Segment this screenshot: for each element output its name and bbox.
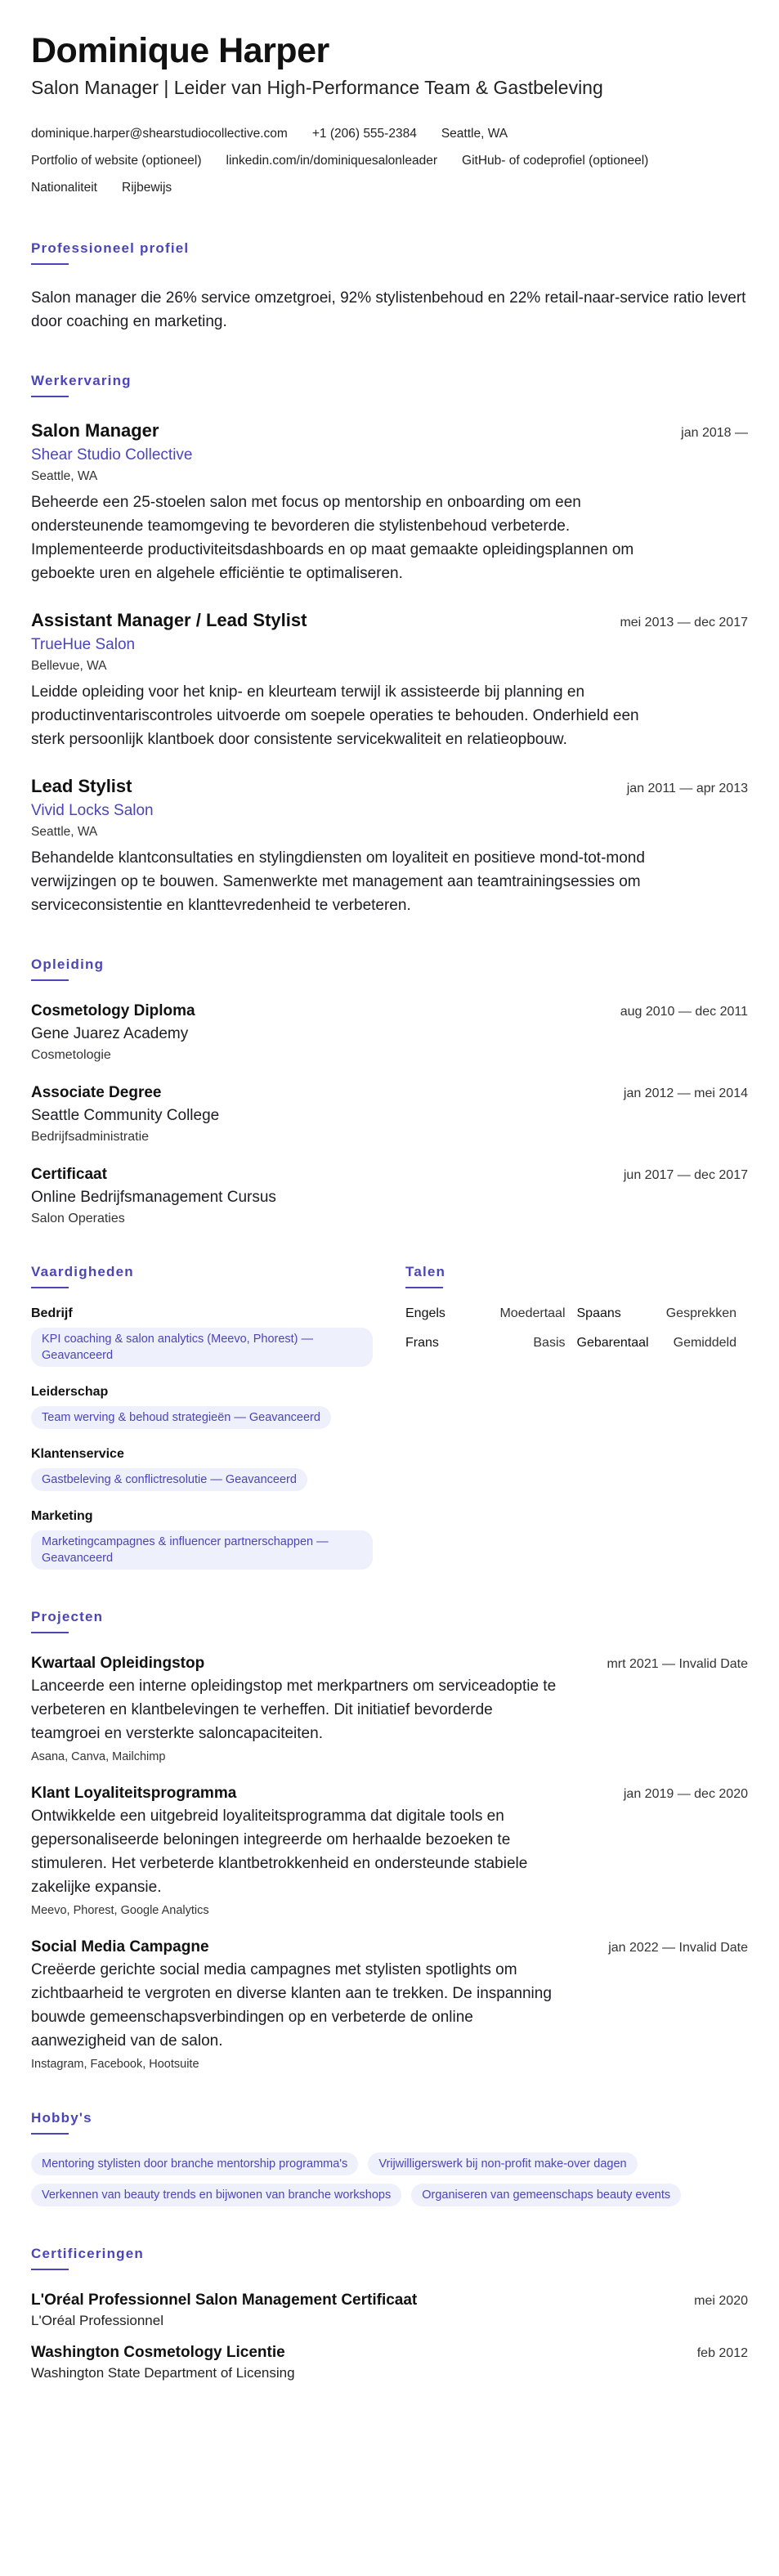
skill-group bbox=[31, 1306, 373, 1367]
skill-group-name: Marketing bbox=[31, 1509, 93, 1523]
contact-list-extra bbox=[31, 174, 748, 201]
education-dates: jun 2017 — dec 2017 bbox=[623, 1168, 748, 1182]
project-entry bbox=[31, 1655, 748, 1763]
project-description: Creëerde gerichte social media campagnes met stylisten spotlights om zichtbaarheid te vergroten en diverse klanten aan te trekken. De inspanning bouwde gemeenschapsverbindingen op en verbeterde de online aanwezigheid van de salon. bbox=[31, 1961, 552, 2050]
contact-phone[interactable]: +1 (206) 555-2384 bbox=[311, 127, 417, 141]
project-dates: jan 2019 — dec 2020 bbox=[623, 1787, 748, 1801]
contact-list-links bbox=[31, 147, 748, 174]
hobbies-heading: Hobby's bbox=[31, 2110, 748, 2135]
job-description: Behandelde klantconsultaties en stylingdiensten om loyaliteit en positieve mond-tot-mond verwijzingen op te bouwen. Samenwerkte met management aan teamtrainingsessies om serviceconsistentie en klanttevredenheid te verbeteren. bbox=[31, 849, 645, 914]
language-level: Gesprekken bbox=[665, 1306, 736, 1320]
skill-chip: Marketingcampagnes & influencer partnerschappen — Geavanceerd bbox=[31, 1530, 373, 1570]
resume-header bbox=[31, 29, 748, 201]
contact-list bbox=[31, 120, 748, 147]
education-school: Seattle Community College bbox=[31, 1107, 220, 1124]
education-school: Online Bedrijfsmanagement Cursus bbox=[31, 1189, 276, 1206]
job-entry bbox=[31, 776, 748, 917]
certification-entry bbox=[31, 2292, 748, 2329]
job-description: Leidde opleiding voor het knip- en kleurteam terwijl ik assisteerde bij planning en productinventariscontroles uitvoerde om soepele operaties te behouden. Onderhield een sterk persoonlijk klantboek door consistente servicekwaliteit en relatieopbouw. bbox=[31, 683, 639, 748]
language-name: Spaans bbox=[576, 1306, 621, 1320]
contact-nationality: Nationaliteit bbox=[31, 181, 97, 195]
education-field: Bedrijfsadministratie bbox=[31, 1130, 150, 1144]
contact-portfolio[interactable]: Portfolio of website (optioneel) bbox=[31, 154, 202, 168]
education-heading: Opleiding bbox=[31, 956, 748, 981]
job-company: Vivid Locks Salon bbox=[31, 802, 154, 819]
languages-heading: Talen bbox=[405, 1264, 748, 1288]
profile-heading: Professioneel profiel bbox=[31, 240, 748, 265]
education-school: Gene Juarez Academy bbox=[31, 1025, 189, 1042]
project-entry bbox=[31, 1938, 748, 2071]
candidate-subtitle: Salon Manager | Leider van High-Performance Team & Gastbeleving bbox=[31, 77, 603, 98]
job-entry bbox=[31, 420, 748, 585]
certification-date: feb 2012 bbox=[696, 2346, 748, 2360]
skill-group bbox=[31, 1509, 373, 1570]
project-title: Social Media Campagne bbox=[31, 1938, 209, 1956]
education-entry bbox=[31, 1002, 748, 1063]
education-field: Salon Operaties bbox=[31, 1212, 125, 1225]
hobbies-section bbox=[31, 2110, 748, 2206]
skills-languages-row bbox=[31, 1264, 748, 1570]
skill-group-name: Bedrijf bbox=[31, 1306, 73, 1320]
profile-text: Salon manager die 26% service omzetgroei, 92% stylistenbehoud en 22% retail-naar-service ratio levert door coaching en marketing. bbox=[31, 289, 746, 330]
job-location: Seattle, WA bbox=[31, 825, 98, 839]
job-title: Salon Manager bbox=[31, 420, 159, 441]
education-field: Cosmetologie bbox=[31, 1048, 111, 1062]
education-section bbox=[31, 956, 748, 1226]
job-title: Assistant Manager / Lead Stylist bbox=[31, 610, 307, 630]
project-tools: Meevo, Phorest, Google Analytics bbox=[31, 1904, 209, 1917]
job-dates: jan 2018 — bbox=[681, 426, 748, 440]
project-description: Lanceerde een interne opleidingstop met merkpartners om serviceadoptie te verbeteren en klantbelevingen te verheffen. Dit initiatief bevorderde teamgroei en versterkte saloncapaciteiten. bbox=[31, 1678, 557, 1742]
profile-section bbox=[31, 240, 748, 334]
hobby-chip: Verkennen van beauty trends en bijwonen van branche workshops bbox=[31, 2184, 401, 2206]
language-level: Gemiddeld bbox=[673, 1336, 736, 1350]
skill-chip: Gastbeleving & conflictresolutie — Geavanceerd bbox=[31, 1468, 307, 1491]
skill-group bbox=[31, 1385, 373, 1429]
experience-section bbox=[31, 373, 748, 917]
project-dates: mrt 2021 — Invalid Date bbox=[607, 1657, 748, 1671]
projects-heading: Projecten bbox=[31, 1609, 748, 1633]
language-level: Basis bbox=[533, 1336, 566, 1350]
education-degree: Associate Degree bbox=[31, 1084, 162, 1101]
project-entry bbox=[31, 1785, 748, 1917]
contact-github[interactable]: GitHub- of codeprofiel (optioneel) bbox=[462, 154, 649, 168]
skill-chip: KPI coaching & salon analytics (Meevo, Phorest) — Geavanceerd bbox=[31, 1328, 373, 1367]
job-description: Beheerde een 25-stoelen salon met focus op mentorship en onboarding om een ondersteunende teamomgeving te bevorderen die stylistenbehoud verbeterde. Implementeerde productiviteitsdashboards en op maat gemaakte opleidingsplannen om geboekte uren en algehele efficiëntie te optimaliseren. bbox=[31, 494, 634, 582]
education-degree: Certificaat bbox=[31, 1166, 107, 1183]
job-company: TrueHue Salon bbox=[31, 636, 136, 653]
project-title: Kwartaal Opleidingstop bbox=[31, 1655, 205, 1672]
language-name: Frans bbox=[405, 1336, 439, 1350]
project-description: Ontwikkelde een uitgebreid loyaliteitsprogramma dat digitale tools en gepersonaliseerde beloningen integreerde om herhaalde bezoeken te stimuleren. Het verbeterde klantbetrokkenheid en ondersteunde stabiele zakelijke expansie. bbox=[31, 1808, 528, 1896]
languages-section bbox=[405, 1264, 748, 1570]
job-location: Bellevue, WA bbox=[31, 659, 107, 673]
language-name: Engels bbox=[405, 1306, 445, 1320]
contact-email[interactable]: dominique.harper@shearstudiocollective.com bbox=[31, 127, 288, 141]
skill-group-name: Klantenservice bbox=[31, 1447, 124, 1461]
hobbies-list bbox=[31, 2153, 748, 2206]
candidate-name: Dominique Harper bbox=[31, 31, 329, 70]
job-dates: jan 2011 — apr 2013 bbox=[626, 782, 748, 795]
education-dates: jan 2012 — mei 2014 bbox=[623, 1086, 748, 1100]
experience-heading: Werkervaring bbox=[31, 373, 748, 397]
job-entry bbox=[31, 610, 748, 751]
project-title: Klant Loyaliteitsprogramma bbox=[31, 1785, 237, 1802]
languages-list bbox=[405, 1306, 748, 1351]
certifications-section bbox=[31, 2246, 748, 2381]
job-dates: mei 2013 — dec 2017 bbox=[620, 616, 748, 629]
skills-heading: Vaardigheden bbox=[31, 1264, 373, 1288]
hobby-chip: Organiseren van gemeenschaps beauty events bbox=[411, 2184, 681, 2206]
contact-linkedin[interactable]: linkedin.com/in/dominiquesalonleader bbox=[226, 154, 438, 168]
certification-title: L'Oréal Professionnel Salon Management Certificaat bbox=[31, 2292, 418, 2309]
skill-chip: Team werving & behoud strategieën — Geavanceerd bbox=[31, 1406, 331, 1429]
hobby-chip: Vrijwilligerswerk bij non-profit make-over dagen bbox=[368, 2153, 637, 2175]
education-entry bbox=[31, 1084, 748, 1145]
projects-section bbox=[31, 1609, 748, 2071]
education-degree: Cosmetology Diploma bbox=[31, 1002, 195, 1019]
skill-group-name: Leiderschap bbox=[31, 1385, 109, 1399]
skill-group bbox=[31, 1447, 373, 1491]
hobby-chip: Mentoring stylisten door branche mentorship programma's bbox=[31, 2153, 358, 2175]
certification-issuer: L'Oréal Professionnel bbox=[31, 2313, 163, 2328]
language-name: Gebarentaal bbox=[576, 1336, 649, 1350]
certification-date: mei 2020 bbox=[694, 2294, 748, 2308]
education-dates: aug 2010 — dec 2011 bbox=[620, 1005, 748, 1019]
project-dates: jan 2022 — Invalid Date bbox=[608, 1941, 748, 1955]
job-company: Shear Studio Collective bbox=[31, 446, 193, 464]
job-location: Seattle, WA bbox=[31, 469, 98, 483]
project-tools: Asana, Canva, Mailchimp bbox=[31, 1750, 166, 1763]
education-entry bbox=[31, 1166, 748, 1226]
certifications-heading: Certificeringen bbox=[31, 2246, 748, 2270]
language-level: Moedertaal bbox=[499, 1306, 566, 1320]
contact-location: Seattle, WA bbox=[441, 127, 508, 141]
certification-issuer: Washington State Department of Licensing bbox=[31, 2365, 295, 2381]
job-title: Lead Stylist bbox=[31, 776, 132, 796]
certification-entry bbox=[31, 2344, 748, 2381]
certification-title: Washington Cosmetology Licentie bbox=[31, 2344, 285, 2361]
skills-section bbox=[31, 1264, 373, 1570]
project-tools: Instagram, Facebook, Hootsuite bbox=[31, 2058, 199, 2071]
contact-license: Rijbewijs bbox=[122, 181, 172, 195]
